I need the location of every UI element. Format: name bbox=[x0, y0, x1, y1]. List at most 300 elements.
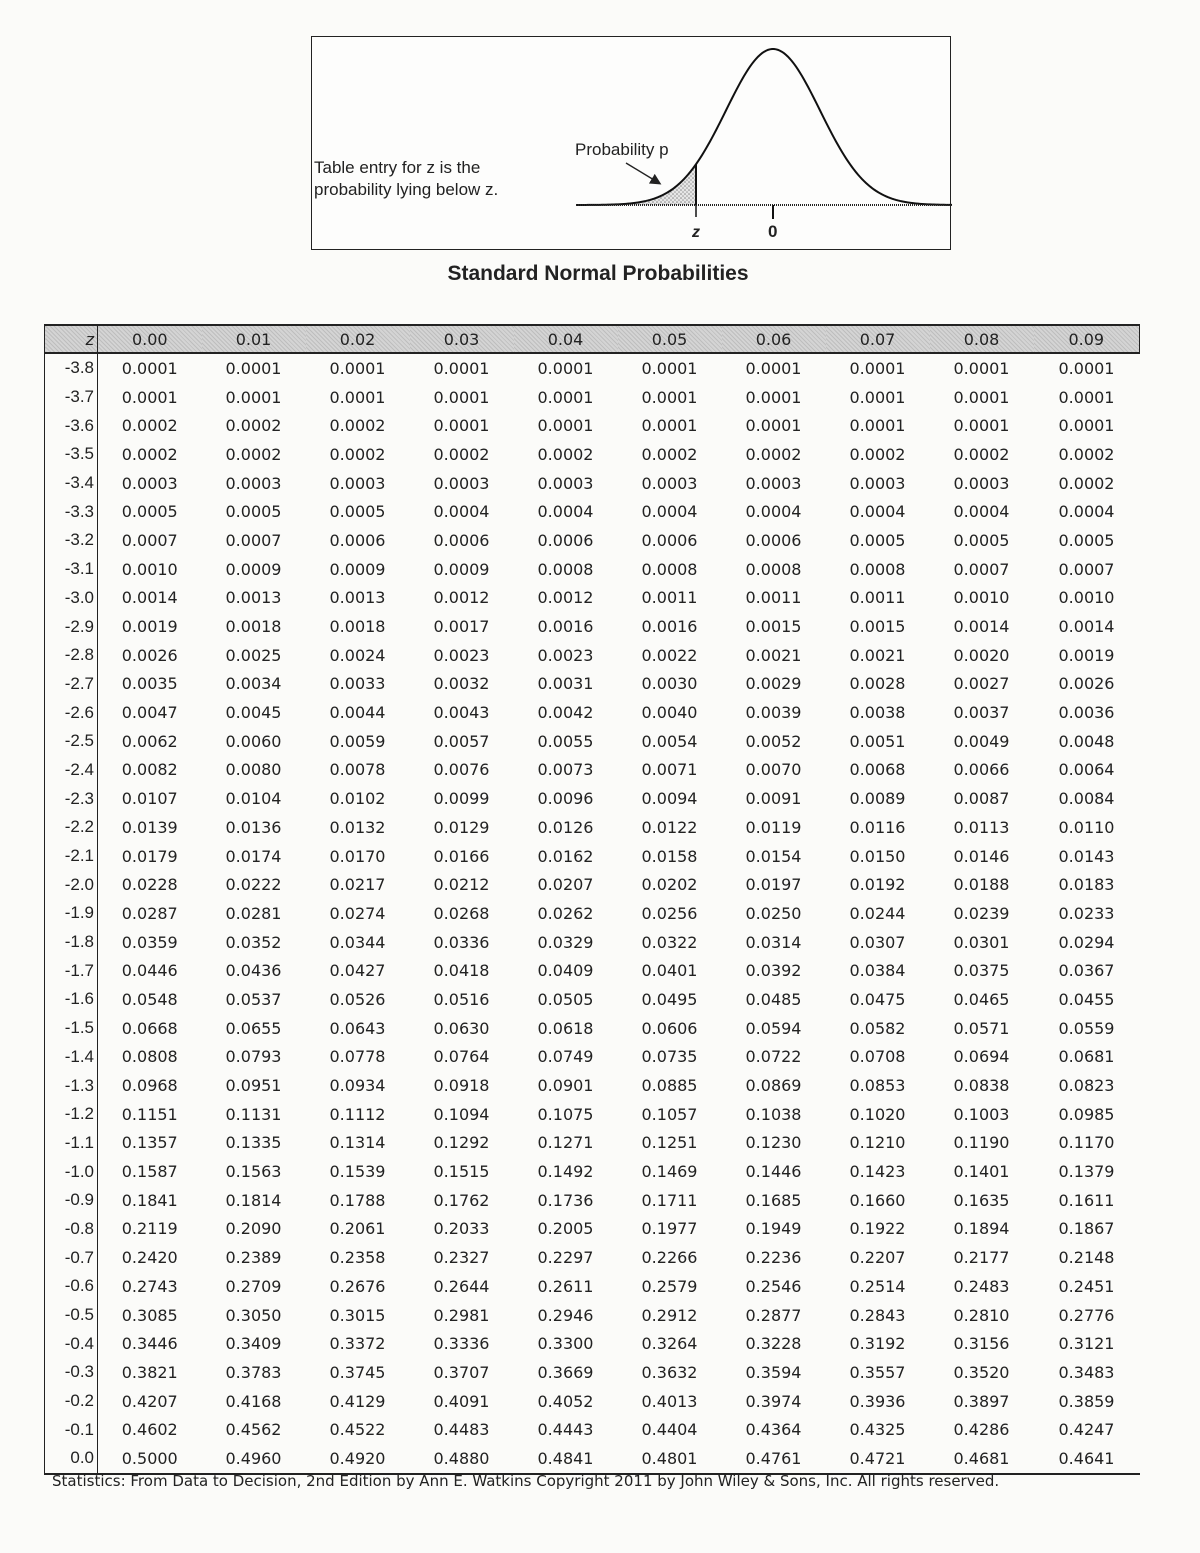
probability-cell: 0.4286 bbox=[953, 1420, 1010, 1440]
probability-cell: 0.0026 bbox=[1058, 674, 1115, 694]
probability-cell: 0.0526 bbox=[329, 989, 386, 1009]
probability-cell: 0.0055 bbox=[537, 731, 594, 751]
probability-cell: 0.0015 bbox=[849, 617, 906, 637]
probability-cell: 0.0778 bbox=[329, 1047, 386, 1067]
probability-cell: 0.0901 bbox=[537, 1076, 594, 1096]
z-value-cell: -3.2 bbox=[45, 526, 98, 555]
probability-cell: 0.3520 bbox=[953, 1362, 1010, 1382]
probability-cell: 0.0427 bbox=[329, 961, 386, 981]
normal-curve-figure bbox=[311, 36, 951, 250]
table-row bbox=[45, 698, 1140, 727]
probability-cell: 0.1736 bbox=[537, 1190, 594, 1210]
table-row bbox=[45, 784, 1140, 813]
probability-cell: 0.0202 bbox=[641, 875, 698, 895]
probability-cell: 0.1075 bbox=[537, 1104, 594, 1124]
table-row bbox=[45, 1358, 1140, 1387]
probability-cell: 0.2546 bbox=[745, 1276, 802, 1296]
probability-cell: 0.0392 bbox=[745, 961, 802, 981]
probability-cell: 0.2119 bbox=[121, 1219, 178, 1239]
probability-cell: 0.0019 bbox=[121, 617, 178, 637]
z-value-cell: -2.6 bbox=[45, 698, 98, 727]
probability-cell: 0.0104 bbox=[225, 789, 282, 809]
probability-cell: 0.0002 bbox=[953, 444, 1010, 464]
probability-cell: 0.0009 bbox=[329, 559, 386, 579]
probability-cell: 0.1335 bbox=[225, 1133, 282, 1153]
probability-cell: 0.0307 bbox=[849, 932, 906, 952]
probability-cell: 0.0446 bbox=[121, 961, 178, 981]
probability-cell: 0.2177 bbox=[953, 1248, 1010, 1268]
probability-cell: 0.0005 bbox=[1058, 530, 1115, 550]
probability-cell: 0.0571 bbox=[953, 1018, 1010, 1038]
probability-cell: 0.0049 bbox=[953, 731, 1010, 751]
probability-cell: 0.0017 bbox=[433, 617, 490, 637]
probability-cell: 0.0008 bbox=[641, 559, 698, 579]
probability-cell: 0.0014 bbox=[121, 588, 178, 608]
z-value-cell: -0.3 bbox=[45, 1358, 98, 1387]
probability-cell: 0.2005 bbox=[537, 1219, 594, 1239]
probability-cell: 0.0001 bbox=[953, 387, 1010, 407]
probability-cell: 0.0008 bbox=[849, 559, 906, 579]
probability-cell: 0.1094 bbox=[433, 1104, 490, 1124]
probability-cell: 0.0001 bbox=[849, 416, 906, 436]
probability-cell: 0.0001 bbox=[745, 358, 802, 378]
probability-cell: 0.2981 bbox=[433, 1305, 490, 1325]
probability-cell: 0.0158 bbox=[641, 846, 698, 866]
table-row bbox=[45, 555, 1140, 584]
probability-cell: 0.0004 bbox=[953, 502, 1010, 522]
z-value-cell: -0.9 bbox=[45, 1186, 98, 1215]
probability-cell: 0.0034 bbox=[225, 674, 282, 694]
probability-cell: 0.0001 bbox=[433, 387, 490, 407]
probability-cell: 0.0062 bbox=[121, 731, 178, 751]
probability-cell: 0.3707 bbox=[433, 1362, 490, 1382]
probability-cell: 0.0005 bbox=[121, 502, 178, 522]
z-value-cell: -0.8 bbox=[45, 1215, 98, 1244]
z-table bbox=[44, 324, 1140, 1475]
probability-cell: 0.0136 bbox=[225, 817, 282, 837]
probability-cell: 0.0006 bbox=[329, 530, 386, 550]
probability-cell: 0.4920 bbox=[306, 1444, 410, 1474]
probability-cell: 0.0003 bbox=[121, 473, 178, 493]
probability-cell: 0.0139 bbox=[121, 817, 178, 837]
z-value-cell: -1.6 bbox=[45, 985, 98, 1014]
probability-cell: 0.0003 bbox=[745, 473, 802, 493]
probability-cell: 0.0001 bbox=[1058, 416, 1115, 436]
probability-cell: 0.4052 bbox=[537, 1391, 594, 1411]
probability-cell: 0.0005 bbox=[329, 502, 386, 522]
probability-cell: 0.0084 bbox=[1058, 789, 1115, 809]
probability-cell: 0.0026 bbox=[121, 645, 178, 665]
probability-cell: 0.0094 bbox=[641, 789, 698, 809]
probability-cell: 0.0004 bbox=[1058, 502, 1115, 522]
probability-cell: 0.0107 bbox=[121, 789, 178, 809]
probability-cell: 0.2579 bbox=[641, 1276, 698, 1296]
probability-cell: 0.1922 bbox=[849, 1219, 906, 1239]
probability-cell: 0.2946 bbox=[537, 1305, 594, 1325]
column-header-z: z bbox=[45, 325, 98, 353]
probability-cell: 0.3085 bbox=[121, 1305, 178, 1325]
z-value-cell: -0.2 bbox=[45, 1387, 98, 1416]
probability-cell: 0.0008 bbox=[537, 559, 594, 579]
probability-cell: 0.0022 bbox=[641, 645, 698, 665]
probability-cell: 0.0031 bbox=[537, 674, 594, 694]
probability-cell: 0.1841 bbox=[121, 1190, 178, 1210]
probability-cell: 0.0681 bbox=[1058, 1047, 1115, 1067]
probability-cell: 0.1170 bbox=[1058, 1133, 1115, 1153]
probability-cell: 0.0001 bbox=[953, 416, 1010, 436]
z-value-cell: -2.9 bbox=[45, 612, 98, 641]
probability-cell: 0.3669 bbox=[537, 1362, 594, 1382]
probability-cell: 0.0064 bbox=[1058, 760, 1115, 780]
probability-cell: 0.0002 bbox=[537, 444, 594, 464]
probability-cell: 0.0951 bbox=[225, 1076, 282, 1096]
probability-cell: 0.3228 bbox=[745, 1334, 802, 1354]
probability-cell: 0.3300 bbox=[537, 1334, 594, 1354]
table-row bbox=[45, 1444, 1140, 1474]
table-row bbox=[45, 928, 1140, 957]
probability-cell: 0.0268 bbox=[433, 903, 490, 923]
table-row bbox=[45, 1014, 1140, 1043]
probability-cell: 0.0001 bbox=[329, 387, 386, 407]
probability-cell: 0.0007 bbox=[225, 530, 282, 550]
probability-cell: 0.4364 bbox=[745, 1420, 802, 1440]
table-row bbox=[45, 1071, 1140, 1100]
probability-cell: 0.0002 bbox=[849, 444, 906, 464]
probability-cell: 0.0039 bbox=[745, 703, 802, 723]
probability-cell: 0.0239 bbox=[953, 903, 1010, 923]
probability-cell: 0.0089 bbox=[849, 789, 906, 809]
probability-cell: 0.0694 bbox=[953, 1047, 1010, 1067]
probability-cell: 0.0070 bbox=[745, 760, 802, 780]
probability-cell: 0.0002 bbox=[121, 444, 178, 464]
z-value-cell: -1.9 bbox=[45, 899, 98, 928]
probability-cell: 0.0793 bbox=[225, 1047, 282, 1067]
probability-cell: 0.1563 bbox=[225, 1162, 282, 1182]
probability-cell: 0.2676 bbox=[329, 1276, 386, 1296]
probability-cell: 0.1423 bbox=[849, 1162, 906, 1182]
probability-cell: 0.0287 bbox=[121, 903, 178, 923]
probability-cell: 0.2090 bbox=[225, 1219, 282, 1239]
probability-cell: 0.0052 bbox=[745, 731, 802, 751]
probability-cell: 0.0014 bbox=[1058, 617, 1115, 637]
probability-cell: 0.2912 bbox=[641, 1305, 698, 1325]
probability-cell: 0.0582 bbox=[849, 1018, 906, 1038]
probability-cell: 0.0005 bbox=[953, 530, 1010, 550]
page-title: Standard Normal Probabilities bbox=[447, 262, 749, 285]
table-row bbox=[45, 870, 1140, 899]
z-value-cell: -3.7 bbox=[45, 383, 98, 412]
probability-cell: 0.1401 bbox=[953, 1162, 1010, 1182]
z-value-cell: -1.2 bbox=[45, 1100, 98, 1129]
table-row bbox=[45, 956, 1140, 985]
probability-cell: 0.0668 bbox=[121, 1018, 178, 1038]
probability-cell: 0.0047 bbox=[121, 703, 178, 723]
probability-cell: 0.3121 bbox=[1058, 1334, 1115, 1354]
probability-cell: 0.0655 bbox=[225, 1018, 282, 1038]
probability-cell: 0.0006 bbox=[433, 530, 490, 550]
probability-cell: 0.0006 bbox=[641, 530, 698, 550]
probability-cell: 0.4325 bbox=[849, 1420, 906, 1440]
probability-cell: 0.1788 bbox=[329, 1190, 386, 1210]
probability-cell: 0.0037 bbox=[953, 703, 1010, 723]
probability-cell: 0.0002 bbox=[121, 416, 178, 436]
probability-cell: 0.0764 bbox=[433, 1047, 490, 1067]
probability-cell: 0.0197 bbox=[745, 875, 802, 895]
table-row bbox=[45, 526, 1140, 555]
normal-curve bbox=[576, 49, 952, 205]
z-value-cell: -1.5 bbox=[45, 1014, 98, 1043]
column-header: 0.00 bbox=[98, 325, 202, 353]
probability-cell: 0.1292 bbox=[433, 1133, 490, 1153]
probability-cell: 0.1251 bbox=[641, 1133, 698, 1153]
probability-cell: 0.2611 bbox=[537, 1276, 594, 1296]
probability-cell: 0.0020 bbox=[953, 645, 1010, 665]
probability-cell: 0.0015 bbox=[745, 617, 802, 637]
probability-cell: 0.4960 bbox=[202, 1444, 306, 1474]
probability-cell: 0.0212 bbox=[433, 875, 490, 895]
probability-cell: 0.0018 bbox=[225, 617, 282, 637]
probability-cell: 0.0002 bbox=[433, 444, 490, 464]
probability-cell: 0.3974 bbox=[745, 1391, 802, 1411]
probability-cell: 0.0011 bbox=[849, 588, 906, 608]
probability-cell: 0.3594 bbox=[745, 1362, 802, 1382]
z-value-cell: -0.5 bbox=[45, 1301, 98, 1330]
probability-cell: 0.0060 bbox=[225, 731, 282, 751]
probability-cell: 0.0188 bbox=[953, 875, 1010, 895]
probability-cell: 0.4761 bbox=[722, 1444, 826, 1474]
probability-cell: 0.2810 bbox=[953, 1305, 1010, 1325]
probability-cell: 0.1977 bbox=[641, 1219, 698, 1239]
probability-cell: 0.0113 bbox=[953, 817, 1010, 837]
probability-cell: 0.4247 bbox=[1058, 1420, 1115, 1440]
probability-cell: 0.1112 bbox=[329, 1104, 386, 1124]
probability-cell: 0.0004 bbox=[433, 502, 490, 522]
probability-cell: 0.1539 bbox=[329, 1162, 386, 1182]
probability-cell: 0.0002 bbox=[329, 416, 386, 436]
probability-cell: 0.0485 bbox=[745, 989, 802, 1009]
probability-cell: 0.0007 bbox=[121, 530, 178, 550]
table-row bbox=[45, 813, 1140, 842]
probability-cell: 0.0033 bbox=[329, 674, 386, 694]
probability-cell: 0.0102 bbox=[329, 789, 386, 809]
probability-cell: 0.0025 bbox=[225, 645, 282, 665]
probability-cell: 0.0119 bbox=[745, 817, 802, 837]
probability-cell: 0.0126 bbox=[537, 817, 594, 837]
z-value-cell: 0.0 bbox=[45, 1444, 98, 1474]
probability-cell: 0.0643 bbox=[329, 1018, 386, 1038]
probability-cell: 0.0048 bbox=[1058, 731, 1115, 751]
probability-cell: 0.4207 bbox=[121, 1391, 178, 1411]
probability-cell: 0.3409 bbox=[225, 1334, 282, 1354]
probability-cell: 0.0013 bbox=[225, 588, 282, 608]
probability-cell: 0.2389 bbox=[225, 1248, 282, 1268]
probability-cell: 0.4681 bbox=[930, 1444, 1034, 1474]
zero-axis-label: 0 bbox=[768, 222, 778, 241]
probability-cell: 0.0027 bbox=[953, 674, 1010, 694]
probability-cell: 0.3264 bbox=[641, 1334, 698, 1354]
probability-cell: 0.1894 bbox=[953, 1219, 1010, 1239]
probability-cell: 0.0548 bbox=[121, 989, 178, 1009]
probability-cell: 0.0001 bbox=[745, 416, 802, 436]
copyright-footer: Statistics: From Data to Decision, 2nd Edition by Ann E. Watkins Copyright 2011 by John Wiley & Sons, Inc. All rights reserved. bbox=[52, 1472, 1000, 1490]
probability-cell: 0.0001 bbox=[121, 358, 178, 378]
probability-cell: 0.0116 bbox=[849, 817, 906, 837]
probability-cell: 0.0082 bbox=[121, 760, 178, 780]
probability-cell: 0.0322 bbox=[641, 932, 698, 952]
table-row bbox=[45, 469, 1140, 498]
probability-cell: 0.0010 bbox=[1058, 588, 1115, 608]
probability-cell: 0.1314 bbox=[329, 1133, 386, 1153]
probability-cell: 0.0007 bbox=[953, 559, 1010, 579]
probability-cell: 0.4013 bbox=[641, 1391, 698, 1411]
table-row bbox=[45, 670, 1140, 699]
probability-cell: 0.2483 bbox=[953, 1276, 1010, 1296]
probability-cell: 0.1762 bbox=[433, 1190, 490, 1210]
probability-cell: 0.0618 bbox=[537, 1018, 594, 1038]
probability-cell: 0.0001 bbox=[745, 387, 802, 407]
probability-cell: 0.3783 bbox=[225, 1362, 282, 1382]
probability-cell: 0.0336 bbox=[433, 932, 490, 952]
probability-cell: 0.0409 bbox=[537, 961, 594, 981]
probability-cell: 0.0011 bbox=[641, 588, 698, 608]
z-value-cell: -3.3 bbox=[45, 497, 98, 526]
probability-cell: 0.3483 bbox=[1058, 1362, 1115, 1382]
probability-cell: 0.0869 bbox=[745, 1076, 802, 1096]
column-header: 0.01 bbox=[202, 325, 306, 353]
probability-cell: 0.1151 bbox=[121, 1104, 178, 1124]
probability-cell: 0.2709 bbox=[225, 1276, 282, 1296]
probability-cell: 0.2266 bbox=[641, 1248, 698, 1268]
probability-cell: 0.0001 bbox=[121, 387, 178, 407]
table-row bbox=[45, 584, 1140, 613]
z-value-cell: -3.5 bbox=[45, 440, 98, 469]
table-row bbox=[45, 383, 1140, 412]
probability-cell: 0.0003 bbox=[433, 473, 490, 493]
probability-cell: 0.1190 bbox=[953, 1133, 1010, 1153]
probability-cell: 0.3936 bbox=[849, 1391, 906, 1411]
probability-cell: 0.3015 bbox=[329, 1305, 386, 1325]
probability-cell: 0.1357 bbox=[121, 1133, 178, 1153]
probability-cell: 0.4602 bbox=[121, 1420, 178, 1440]
table-row bbox=[45, 1157, 1140, 1186]
probability-cell: 0.2451 bbox=[1058, 1276, 1115, 1296]
probability-cell: 0.0708 bbox=[849, 1047, 906, 1067]
z-value-cell: -1.4 bbox=[45, 1043, 98, 1072]
probability-cell: 0.0968 bbox=[121, 1076, 178, 1096]
probability-cell: 0.2033 bbox=[433, 1219, 490, 1239]
probability-cell: 0.0024 bbox=[329, 645, 386, 665]
probability-cell: 0.0150 bbox=[849, 846, 906, 866]
z-value-cell: -0.6 bbox=[45, 1272, 98, 1301]
probability-cell: 0.0018 bbox=[329, 617, 386, 637]
probability-cell: 0.0012 bbox=[433, 588, 490, 608]
probability-cell: 0.0110 bbox=[1058, 817, 1115, 837]
probability-cell: 0.3446 bbox=[121, 1334, 178, 1354]
probability-cell: 0.0057 bbox=[433, 731, 490, 751]
probability-cell: 0.3050 bbox=[225, 1305, 282, 1325]
probability-cell: 0.0059 bbox=[329, 731, 386, 751]
probability-cell: 0.0068 bbox=[849, 760, 906, 780]
probability-cell: 0.0001 bbox=[641, 416, 698, 436]
probability-cell: 0.0166 bbox=[433, 846, 490, 866]
probability-cell: 0.0029 bbox=[745, 674, 802, 694]
probability-cell: 0.0344 bbox=[329, 932, 386, 952]
probability-cell: 0.0009 bbox=[433, 559, 490, 579]
z-value-cell: -0.7 bbox=[45, 1243, 98, 1272]
z-value-cell: -3.6 bbox=[45, 411, 98, 440]
probability-cell: 0.0301 bbox=[953, 932, 1010, 952]
probability-cell: 0.0045 bbox=[225, 703, 282, 723]
probability-cell: 0.0051 bbox=[849, 731, 906, 751]
probability-cell: 0.0010 bbox=[953, 588, 1010, 608]
probability-cell: 0.2843 bbox=[849, 1305, 906, 1325]
probability-cell: 0.0401 bbox=[641, 961, 698, 981]
table-header-row bbox=[45, 325, 1140, 353]
probability-cell: 0.0329 bbox=[537, 932, 594, 952]
probability-cell: 0.0495 bbox=[641, 989, 698, 1009]
probability-cell: 0.0001 bbox=[433, 416, 490, 436]
probability-cell: 0.0001 bbox=[1058, 387, 1115, 407]
probability-cell: 0.0192 bbox=[849, 875, 906, 895]
probability-cell: 0.0853 bbox=[849, 1076, 906, 1096]
probability-cell: 0.0021 bbox=[745, 645, 802, 665]
probability-cell: 0.0003 bbox=[225, 473, 282, 493]
probability-cell: 0.0003 bbox=[537, 473, 594, 493]
z-value-cell: -2.5 bbox=[45, 727, 98, 756]
probability-cell: 0.4641 bbox=[1034, 1444, 1140, 1474]
table-body bbox=[45, 353, 1140, 1474]
probability-cell: 0.0222 bbox=[225, 875, 282, 895]
probability-cell: 0.0087 bbox=[953, 789, 1010, 809]
column-header: 0.03 bbox=[410, 325, 514, 353]
probability-cell: 0.4721 bbox=[826, 1444, 930, 1474]
probability-cell: 0.0228 bbox=[121, 875, 178, 895]
probability-cell: 0.0183 bbox=[1058, 875, 1115, 895]
probability-cell: 0.2327 bbox=[433, 1248, 490, 1268]
probability-cell: 0.3897 bbox=[953, 1391, 1010, 1411]
probability-cell: 0.2514 bbox=[849, 1276, 906, 1296]
probability-cell: 0.0009 bbox=[225, 559, 282, 579]
figure-caption: Table entry for z is the probability lying below z. bbox=[314, 158, 499, 199]
probability-cell: 0.0001 bbox=[225, 387, 282, 407]
probability-cell: 0.2358 bbox=[329, 1248, 386, 1268]
probability-cell: 0.0002 bbox=[1058, 444, 1115, 464]
probability-cell: 0.1230 bbox=[745, 1133, 802, 1153]
probability-cell: 0.0016 bbox=[641, 617, 698, 637]
probability-cell: 0.0352 bbox=[225, 932, 282, 952]
probability-cell: 0.0016 bbox=[537, 617, 594, 637]
probability-cell: 0.0250 bbox=[745, 903, 802, 923]
probability-cell: 0.0054 bbox=[641, 731, 698, 751]
table-row bbox=[45, 1129, 1140, 1158]
probability-cell: 0.0129 bbox=[433, 817, 490, 837]
probability-cell: 0.0537 bbox=[225, 989, 282, 1009]
probability-cell: 0.5000 bbox=[98, 1444, 202, 1474]
table-row bbox=[45, 1415, 1140, 1444]
probability-cell: 0.4091 bbox=[433, 1391, 490, 1411]
probability-cell: 0.0021 bbox=[849, 645, 906, 665]
probability-arrow bbox=[626, 163, 659, 183]
z-value-cell: -2.8 bbox=[45, 641, 98, 670]
probability-cell: 0.0207 bbox=[537, 875, 594, 895]
probability-cell: 0.0028 bbox=[849, 674, 906, 694]
probability-cell: 0.0006 bbox=[745, 530, 802, 550]
probability-cell: 0.0002 bbox=[641, 444, 698, 464]
probability-cell: 0.0122 bbox=[641, 817, 698, 837]
probability-cell: 0.0256 bbox=[641, 903, 698, 923]
probability-cell: 0.0001 bbox=[537, 358, 594, 378]
probability-cell: 0.0001 bbox=[537, 387, 594, 407]
